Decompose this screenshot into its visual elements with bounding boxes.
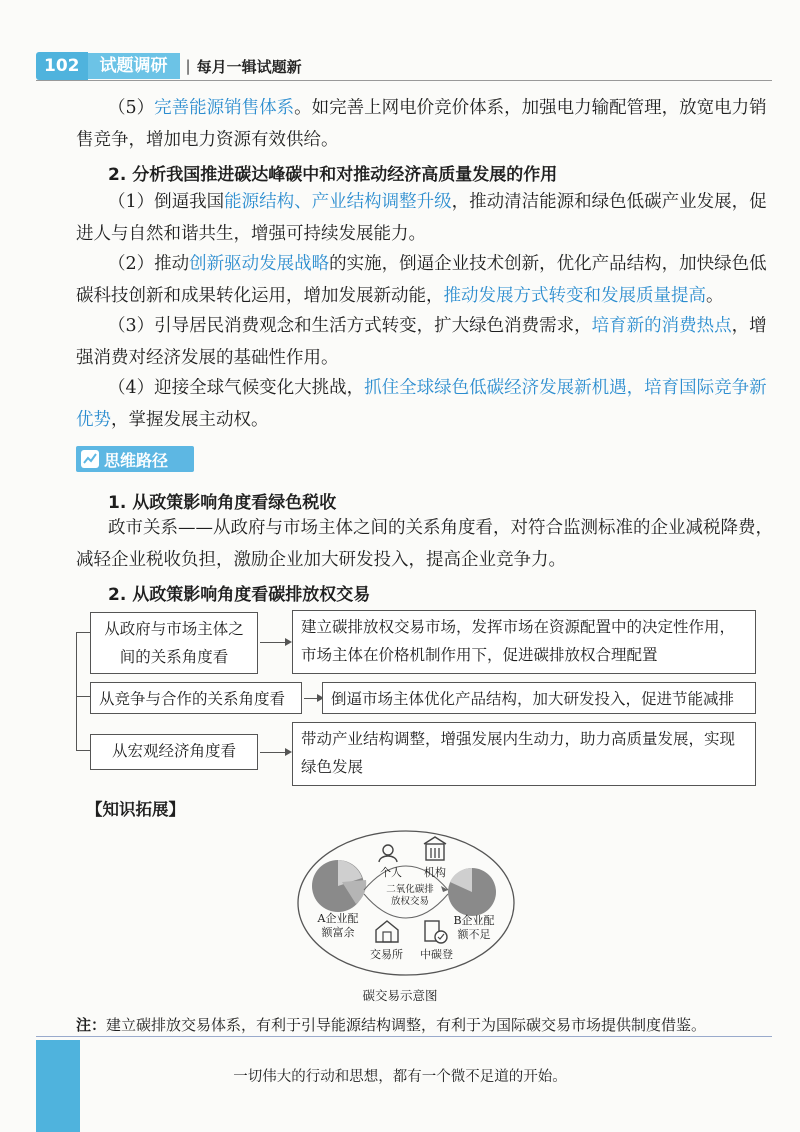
label-center: 二氧化碳排放权交易 [386,884,434,907]
label-b-company: B企业配额不足 [453,914,495,941]
side-tab [36,1040,80,1132]
q4-prefix: （4）迎接全球气候变化大挑战， [108,378,365,398]
bracket-tick-2 [76,696,90,697]
q2-end: 。 [706,286,724,306]
figure-caption: 碳交易示意图 [362,988,438,1003]
header-separator: | [185,57,191,75]
paragraph-5 [76,92,776,156]
p5-highlight: 完善能源销售体系 [154,98,295,118]
header-rule [36,80,772,81]
flow-arrow-2 [304,698,318,699]
note [76,1014,706,1035]
flow-right-1: 建立碳排放权交易市场，发挥市场在资源配置中的决定性作用，市场主体在价格机制作用下，促进碳排放权合理配置 [292,610,756,674]
person-icon [379,845,397,862]
paragraph-q3 [76,310,776,374]
q2-highlight-2: 推动发展方式转变和发展质量提高 [443,286,706,306]
header-subtitle: 每月一辑试题新 [196,57,302,76]
flow-bracket [76,632,77,750]
flow-right-3: 带动产业结构调整，增强发展内生动力，助力高质量发展，实现绿色发展 [292,722,756,786]
tag-label: 思维路径 [104,450,169,470]
flow-arrow-1 [260,642,286,643]
flow-left-2: 从竞争与合作的关系角度看 [90,682,302,714]
flow-right-2: 倒逼市场主体优化产品结构，加大研发投入，促进节能减排 [322,682,756,714]
institution-icon [424,837,446,860]
q1-prefix: （1）倒逼我国 [108,192,225,212]
q1-highlight: 能源结构、产业结构调整升级 [224,192,452,212]
knowledge-extension-title: 【知识拓展】 [86,800,185,819]
q4-highlight: 抓住全球绿色低碳经济发展新机遇，培育国际竞争新优势 [76,378,767,430]
p5-rest: 。如完善上网电价竞价体系，加强电力输配管理，放宽电力销售竞争，增加电力资源有效供给。 [76,98,767,150]
label-registry: 中碳登 [420,948,453,961]
thinking-path-tag [76,446,194,472]
q3-prefix: （3）引导居民消费观念和生活方式转变，扩大绿色消费需求， [108,316,592,336]
section-1-title: 1. 从政策影响角度看绿色税收 [108,493,337,513]
note-label: 注： [76,1016,107,1034]
paragraph-q1 [76,186,776,250]
section-1-text: 政市关系——从政府与市场主体之间的关系角度看，对符合监测标准的企业减税降费，减轻企业税收负担，激励企业加大研发投入，提高企业竞争力。 [76,518,773,570]
page-number: 102 [36,52,88,80]
flow-left-1: 从政府与市场主体之间的关系角度看 [90,612,258,674]
q4-rest: ，掌握发展主动权。 [111,410,269,430]
p5-prefix: （5） [108,98,155,118]
exchange-house-icon [376,921,398,942]
bracket-tick-3 [76,750,90,751]
q2-highlight: 创新驱动发展战略 [189,254,330,274]
q3-rest: ，增强消费对经济发展的基础性作用。 [76,316,767,368]
q3-highlight: 培育新的消费热点 [591,316,732,336]
q2-mid: 的实施，倒逼企业技术创新，优化产品结构，加快绿色低碳科技创新和成果转化运用，增加发展新动能， [76,254,767,306]
note-text: 建立碳排放交易体系，有利于引导能源结构调整，有利于为国际碳交易市场提供制度借鉴。 [106,1016,707,1034]
page-header [36,52,302,80]
flow-left-3: 从宏观经济角度看 [90,734,258,770]
chart-icon [80,449,100,469]
paragraph-q4 [76,372,776,436]
bracket-tick-1 [76,632,90,633]
footer-quote: 一切伟大的行动和思想，都有一个微不足道的开始。 [233,1069,567,1085]
footer-rule [36,1036,772,1037]
label-org: 机构 [424,866,446,879]
label-a-company: A企业配额富余 [317,912,359,939]
q1-rest: ，推动清洁能源和绿色低碳产业发展，促进人与自然和谐共生，增强可持续发展能力。 [76,192,767,244]
registry-check-icon [425,921,447,943]
section-2-title: 2. 从政策影响角度看碳排放权交易 [108,585,371,605]
label-person: 个人 [380,866,402,879]
heading-2: 2. 分析我国推进碳达峰碳中和对推动经济高质量发展的作用 [108,165,558,185]
carbon-trade-diagram [296,828,516,978]
paragraph-q2 [76,248,776,312]
q2-prefix: （2）推动 [108,254,190,274]
section-name: 试题调研 [88,53,180,79]
label-exchange: 交易所 [370,948,403,961]
flow-arrow-3 [260,752,286,753]
